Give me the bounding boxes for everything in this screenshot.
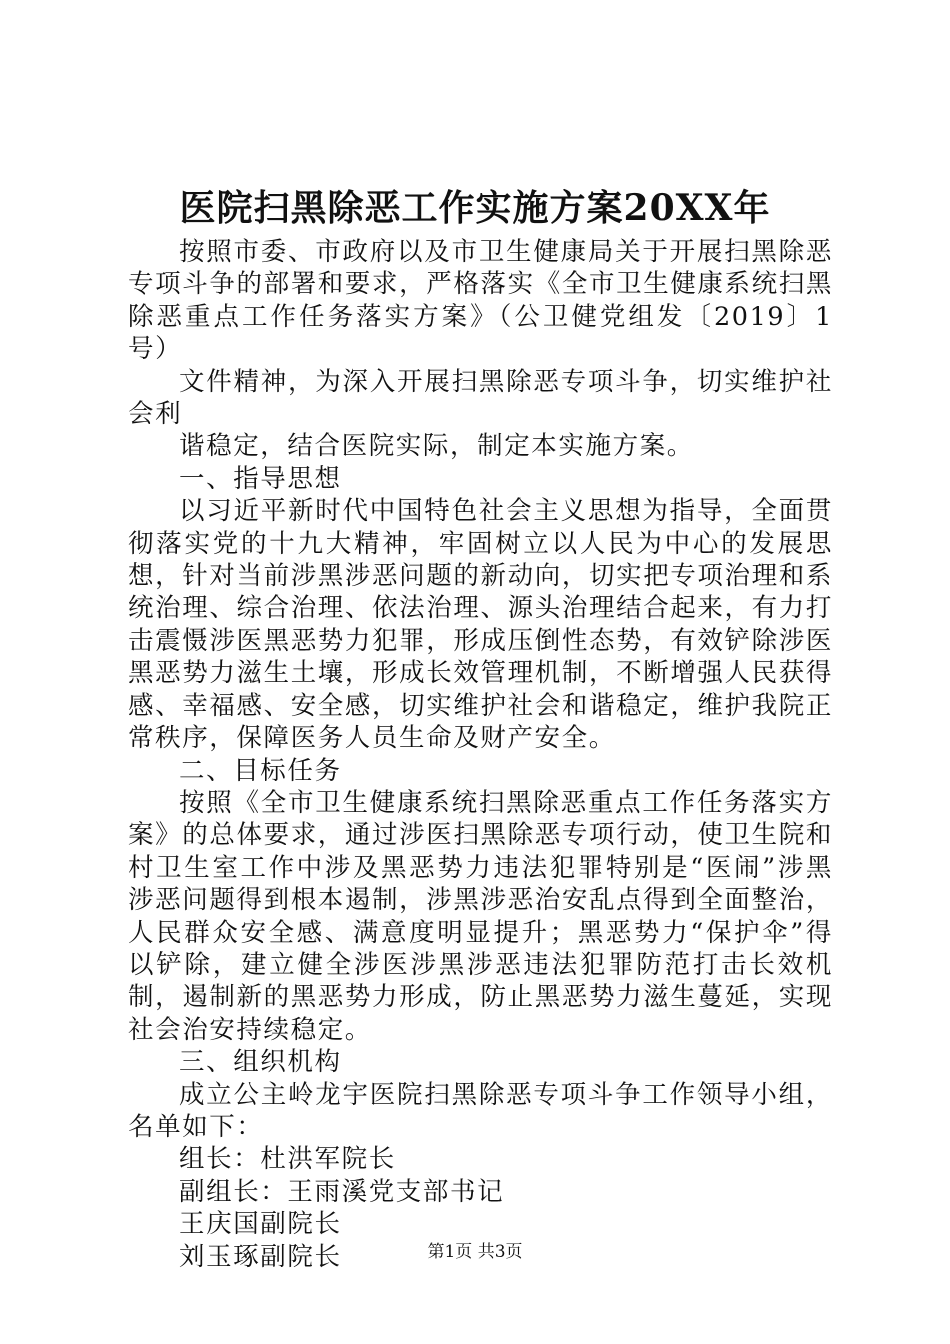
section-heading-organization: 三、组织机构 [179, 1047, 342, 1078]
member-entry: 王庆国副院长 [179, 1209, 342, 1240]
intro-continuation: 文件精神，为深入开展扫黑除恶专项斗争，切实维护社会利 [128, 366, 833, 430]
intro-conclusion: 谐稳定，结合医院实际，制定本实施方案。 [179, 431, 694, 462]
deputy-leader-entry: 副组长：王雨溪党支部书记 [179, 1176, 505, 1207]
organization-paragraph: 成立公主岭龙宇医院扫黑除恶专项斗争工作领导小组，名单如下： [128, 1079, 833, 1142]
page-indicator: 第1页 共3页 [427, 1242, 523, 1262]
document-title: 医院扫黑除恶工作实施方案20XX年 [179, 187, 771, 229]
section-heading-objectives: 二、目标任务 [179, 755, 342, 786]
guiding-ideology-paragraph: 以习近平新时代中国特色社会主义思想为指导，全面贯彻落实党的十九大精神，牢固树立以人民为中心的发展思想，针对当前涉黑涉恶问题的新动向，切实把专项治理和系统治理、综合治理、依法治理、源头治理结合起来，有力打击震慑涉医黑恶势力犯罪，形成压倒性态势，有效铲除涉医黑恶势力滋生土壤，形成长效管理机制，不断增强人民获得感、幸福感、安全感，切实维护社会和谐稳定，维护我院正常秩序，保障医务人员生命及财产安全。 [128, 496, 833, 754]
document-body [128, 236, 833, 1273]
leader-entry: 组长：杜洪军院长 [179, 1144, 396, 1175]
objectives-paragraph: 按照《全市卫生健康系统扫黑除恶重点工作任务落实方案》的总体要求，通过涉医扫黑除恶专项行动，使卫生院和村卫生室工作中涉及黑恶势力违法犯罪特别是“医闹”涉黑涉恶问题得到根本遏制，涉黑涉恶治安乱点得到全面整治，人民群众安全感、满意度明显提升；黑恶势力“保护伞”得以铲除，建立健全涉医涉黑涉恶违法犯罪防范打击长效机制，遏制新的黑恶势力形成，防止黑恶势力滋生蔓延，实现社会治安持续稳定。 [128, 787, 833, 1045]
member-entry: 刘玉琢副院长 [179, 1241, 342, 1272]
section-heading-guiding-ideology: 一、指导思想 [179, 463, 342, 494]
intro-paragraph: 按照市委、市政府以及市卫生健康局关于开展扫黑除恶专项斗争的部署和要求，严格落实《全市卫生健康系统扫黑除恶重点工作任务落实方案》（公卫健党组发〔2019〕1号） [128, 237, 833, 365]
